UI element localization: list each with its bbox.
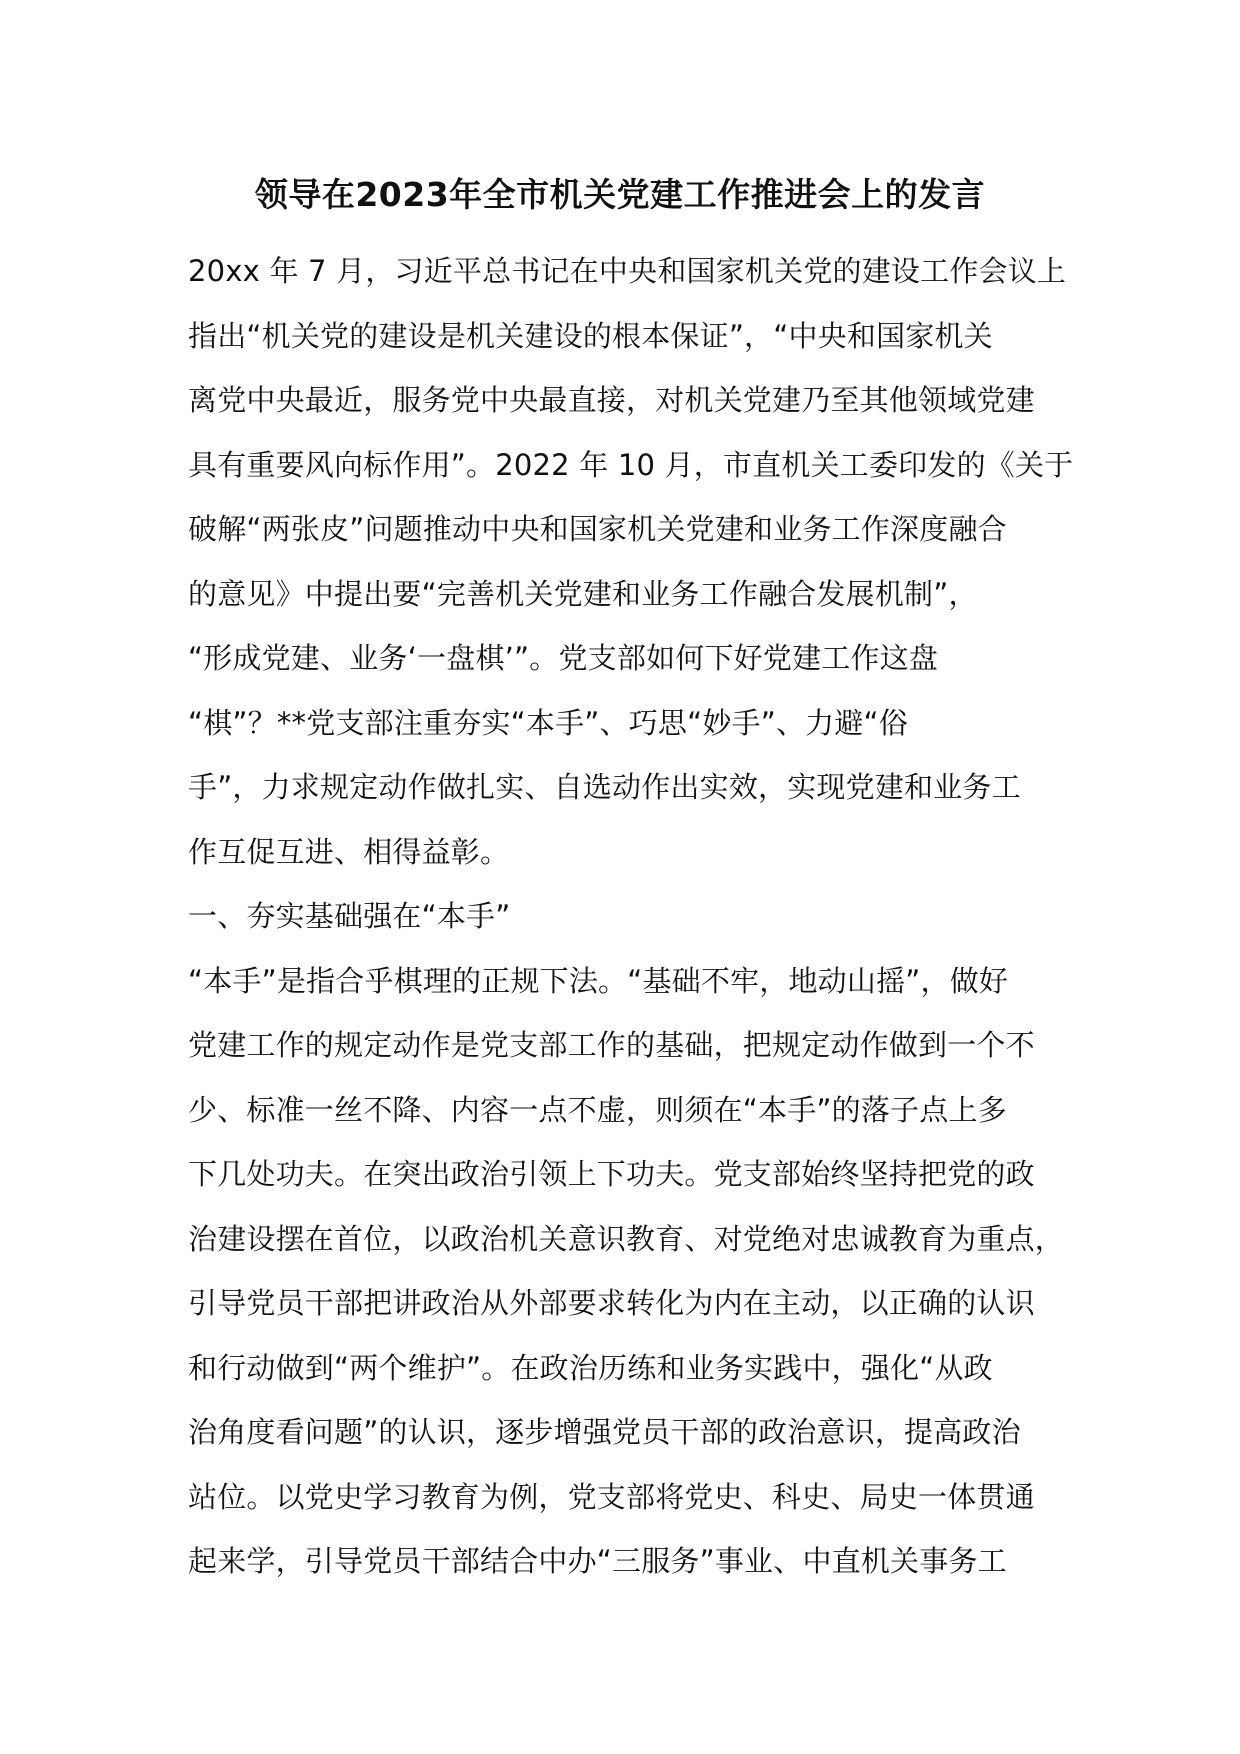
- body-line-21: 起来学，引导党员干部结合中办“三服务”事业、中直机关事务工: [188, 1544, 1007, 1578]
- body-line-7: “形成党建、业务‘一盘棋’”。党支部如何下好党建工作这盘: [188, 641, 939, 675]
- section-heading-1: 一、夯实基础强在“本手”: [188, 899, 511, 933]
- body-line-17: 引导党员干部把讲政治从外部要求转化为内在主动，以正确的认识: [188, 1286, 1035, 1320]
- body-line-15: 下几处功夫。在突出政治引领上下功夫。党支部始终坚持把党的政: [188, 1157, 1035, 1191]
- body-line-14: 少、标准一丝不降、内容一点不虚，则须在“本手”的落子点上多: [188, 1092, 1007, 1127]
- body-line-5: 破解“两张皮”问题推动中央和国家机关党建和业务工作深度融合: [188, 512, 1007, 546]
- body-line-4: 具有重要风向标作用”。2022 年 10 月，市直机关工委印发的《关于: [188, 447, 1074, 482]
- document-body: [188, 239, 1073, 1594]
- body-line-1: 20xx 年 7 月，习近平总书记在中央和国家机关党的建设工作会议上: [188, 254, 1067, 288]
- body-line-9: 手”，力求规定动作做扎实、自选动作出实效，实现党建和业务工: [188, 770, 1021, 804]
- body-line-3: 离党中央最近，服务党中央最直接，对机关党建乃至其他领域党建: [188, 383, 1035, 417]
- body-line-2: 指出“机关党的建设是机关建设的根本保证”，“中央和国家机关: [188, 318, 993, 353]
- body-line-20: 站位。以党史学习教育为例，党支部将党史、科史、局史一体贯通: [188, 1479, 1035, 1514]
- body-line-16: 治建设摆在首位，以政治机关意识教育、对党绝对忠诚教育为重点，: [188, 1221, 1065, 1256]
- body-line-12: “本手”是指合乎棋理的正规下法。“基础不牢，地动山摇”，做好: [188, 963, 1009, 998]
- body-line-13: 党建工作的规定动作是党支部工作的基础，把规定动作做到一个不: [188, 1028, 1035, 1062]
- document-title: 领导在2023年全市机关党建工作推进会上的发言: [254, 175, 986, 214]
- body-line-18: 和行动做到“两个维护”。在政治历练和业务实践中，强化“从政: [188, 1350, 993, 1385]
- body-line-8: “棋”？**党支部注重夯实“本手”、巧思“妙手”、力避“俗: [188, 705, 908, 740]
- body-line-10: 作互促互进、相得益彰。: [188, 834, 510, 869]
- body-line-6: 的意见》中提出要“完善机关党建和业务工作融合发展机制”，: [188, 576, 978, 611]
- body-line-19: 治角度看问题”的认识，逐步增强党员干部的政治意识，提高政治: [188, 1415, 1021, 1449]
